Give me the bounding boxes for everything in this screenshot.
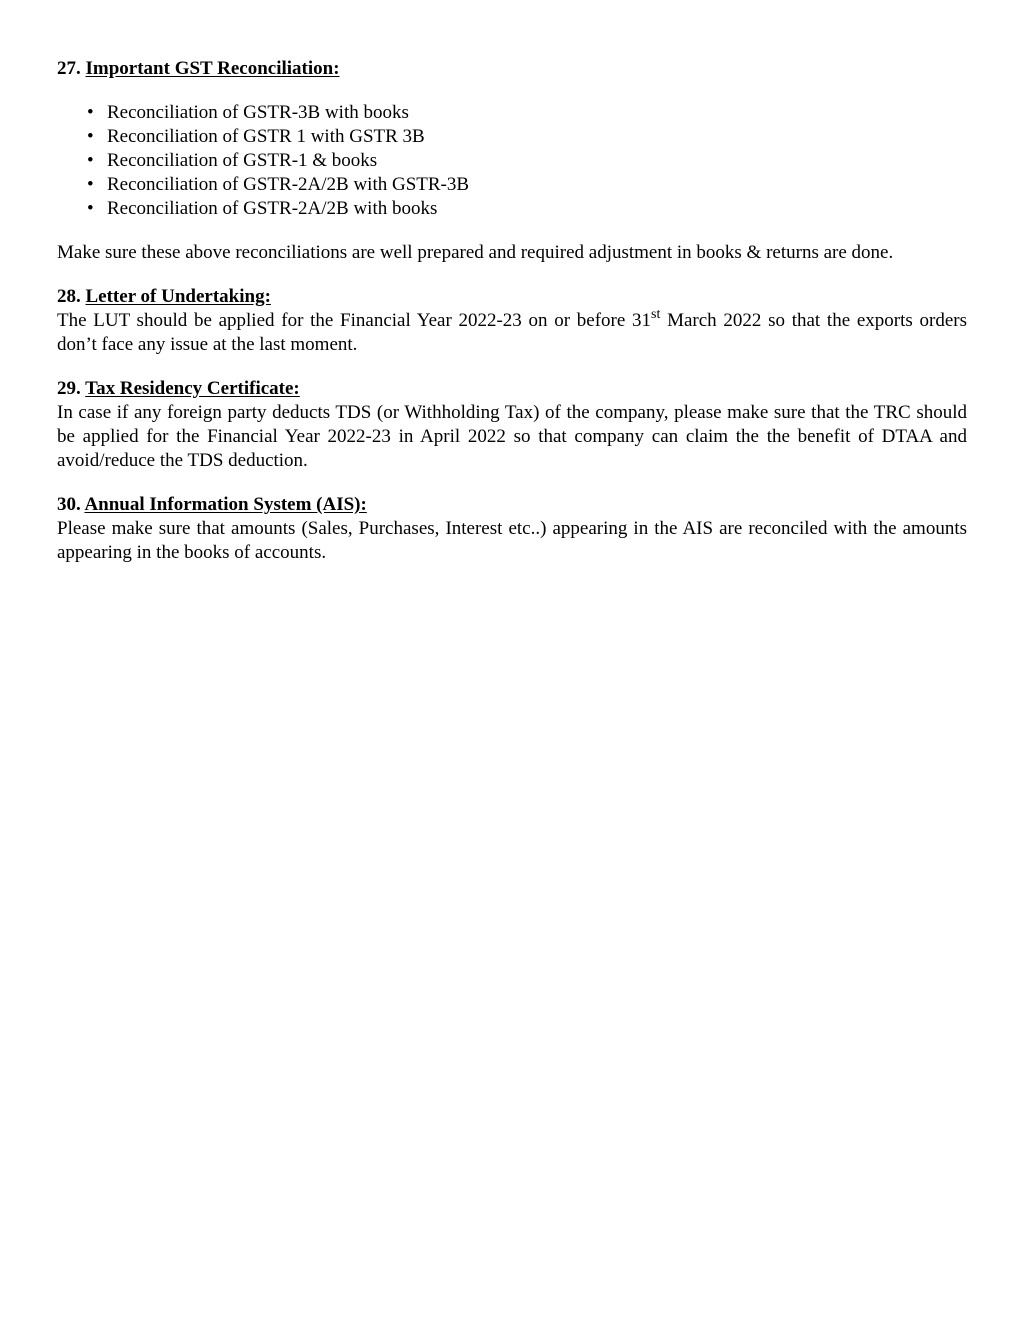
section-number: 28.	[57, 286, 81, 307]
section-number: 27.	[57, 58, 81, 79]
section-27	[57, 57, 967, 265]
section-heading	[57, 493, 967, 517]
section-28	[57, 285, 967, 357]
bullet-icon: •	[87, 198, 94, 219]
reconciliation-list	[57, 101, 967, 221]
list-item: • Reconciliation of GSTR-2A/2B with books	[87, 198, 438, 219]
list-item: • Reconciliation of GSTR-2A/2B with GSTR-3B	[87, 174, 470, 195]
section-body: The LUT should be applied for the Financial Year 2022-23 on or before 31st March 2022 so that the exports orders don’t face any issue at the last moment.	[57, 307, 967, 355]
section-title: Important GST Reconciliation:	[85, 58, 340, 79]
bullet-icon: •	[87, 126, 94, 147]
section-29	[57, 377, 967, 473]
section-heading	[57, 57, 967, 81]
document-page	[57, 57, 967, 565]
section-body: In case if any foreign party deducts TDS (or Withholding Tax) of the company, please make sure that the TRC should be applied for the Financial Year 2022-23 in April 2022 so that company can claim the the benefit of DTAA and avoid/reduce the TDS deduction.	[57, 402, 967, 471]
section-note: Make sure these above reconciliations are well prepared and required adjustment in books & returns are done.	[57, 242, 894, 263]
section-30	[57, 493, 967, 565]
list-item: • Reconciliation of GSTR-1 & books	[87, 150, 378, 171]
ordinal-superscript: st	[651, 307, 661, 322]
bullet-icon: •	[87, 150, 94, 171]
section-number: 30.	[57, 494, 81, 515]
section-number: 29.	[57, 378, 81, 399]
section-title: Letter of Undertaking:	[85, 286, 271, 307]
list-item: • Reconciliation of GSTR-3B with books	[87, 102, 409, 123]
section-body: Please make sure that amounts (Sales, Purchases, Interest etc..) appearing in the AIS are reconciled with the amounts appearing in the books of accounts.	[57, 518, 967, 563]
bullet-icon: •	[87, 174, 94, 195]
section-heading	[57, 285, 967, 309]
list-item: • Reconciliation of GSTR 1 with GSTR 3B	[87, 126, 425, 147]
section-title: Tax Residency Certificate:	[85, 378, 300, 399]
section-heading	[57, 377, 967, 401]
section-title: Annual Information System (AIS):	[84, 494, 367, 515]
bullet-icon: •	[87, 102, 94, 123]
